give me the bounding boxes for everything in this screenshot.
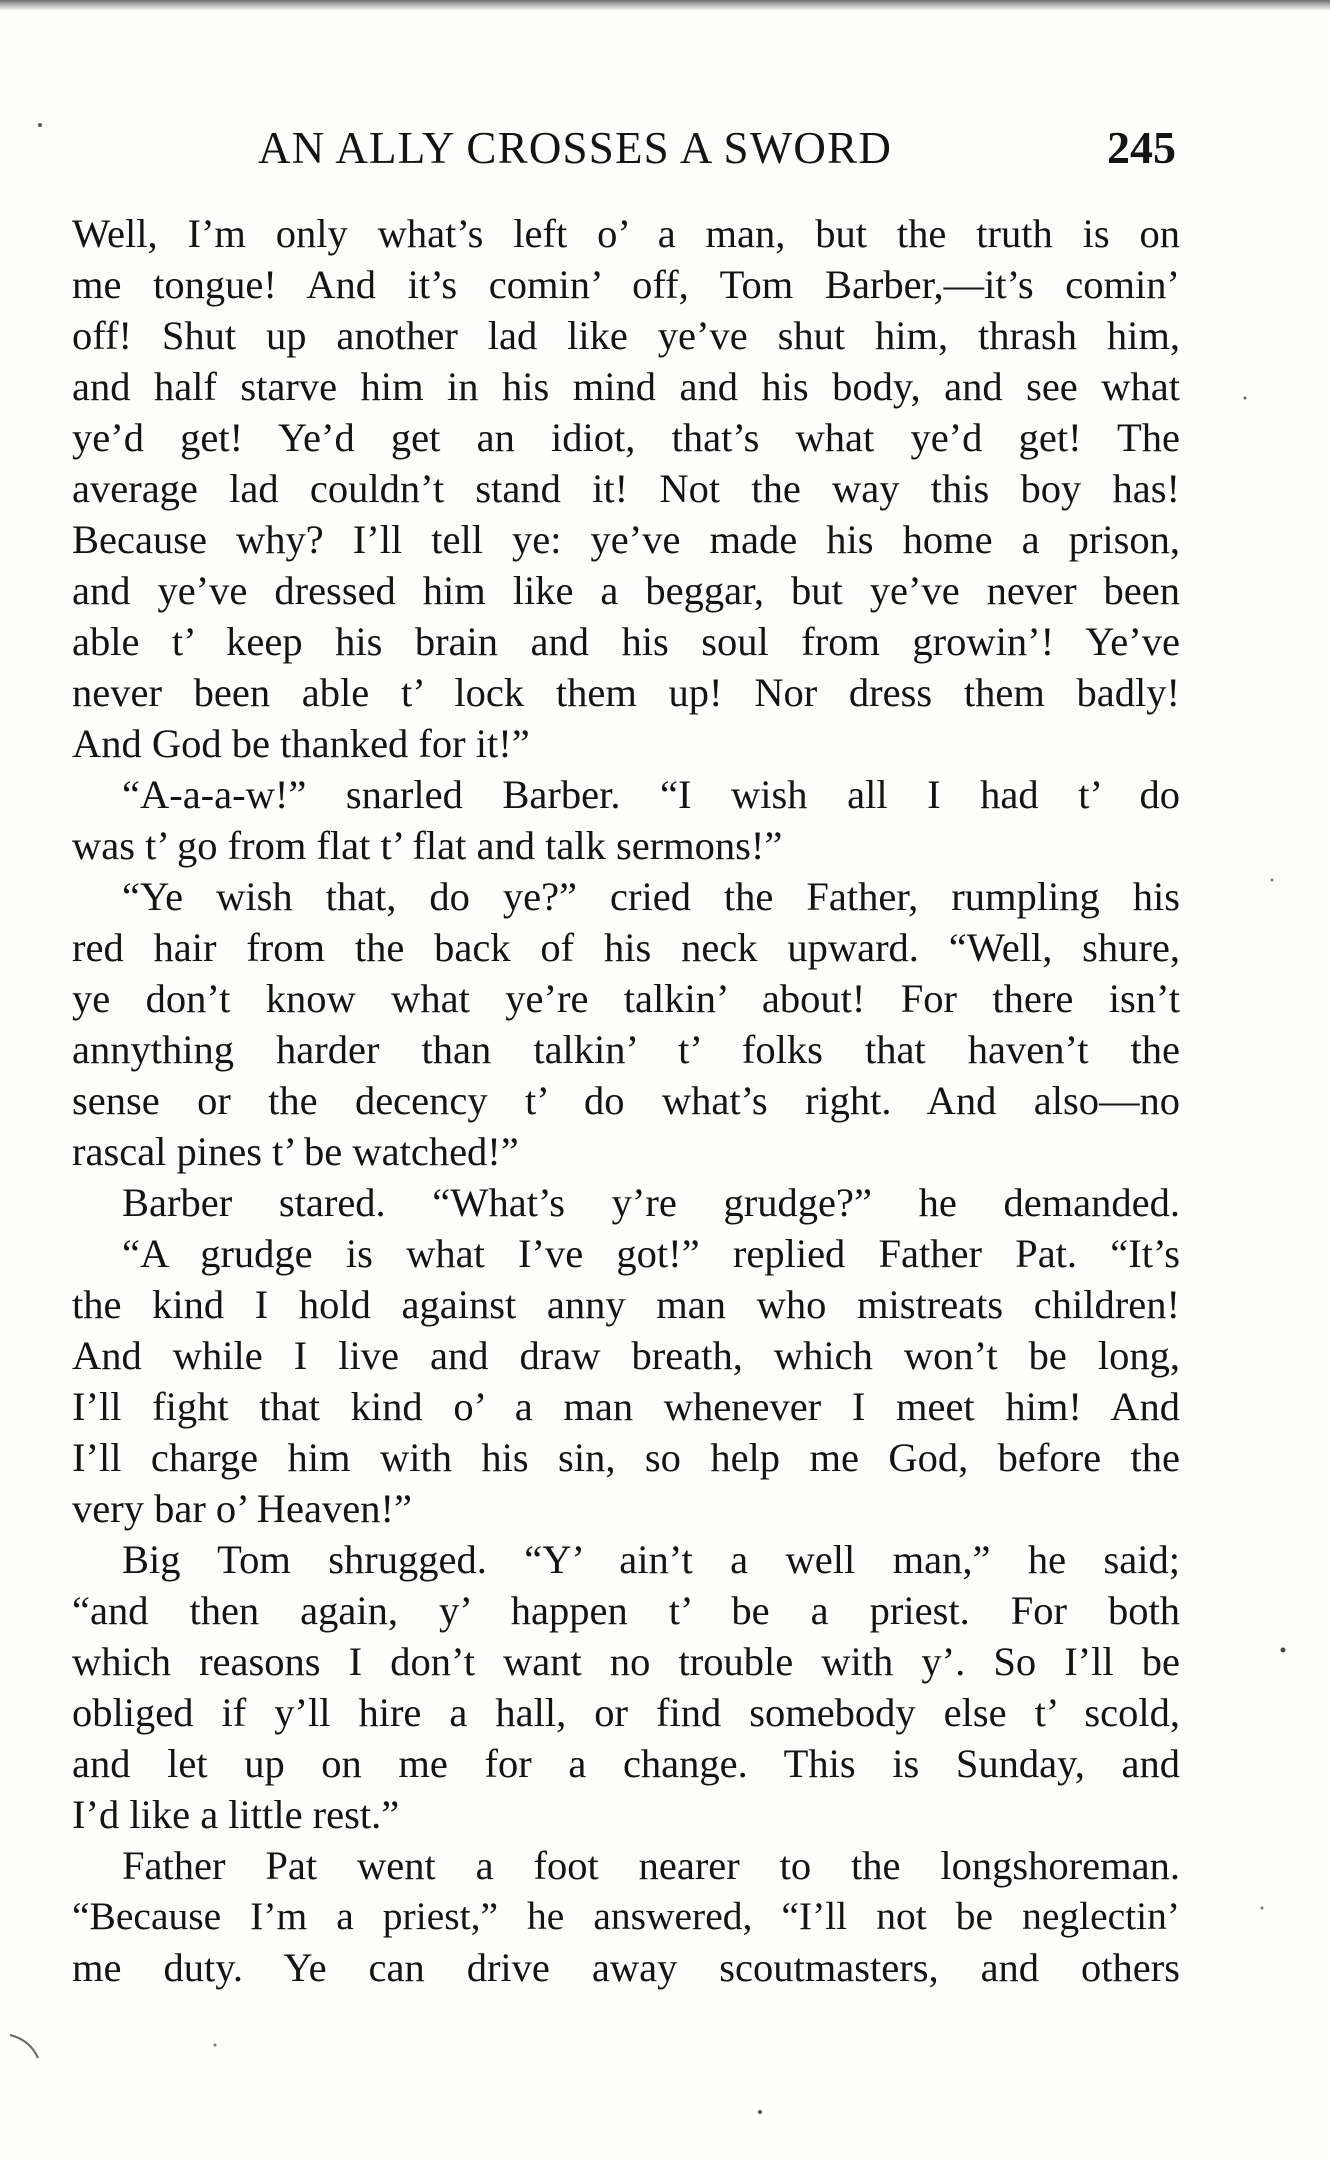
text-line: which reasons I don’t want no trouble with y’. So I’ll be	[72, 1639, 1180, 1684]
text-line: me tongue! And it’s comin’ off, Tom Barber,—it’s comin’	[72, 262, 1180, 307]
text-line: Well, I’m only what’s left o’ a man, but the truth is on	[72, 211, 1180, 256]
text-line: I’d like a little rest.”	[72, 1792, 400, 1837]
text-line: was t’ go from flat t’ flat and talk sermons!”	[72, 823, 783, 868]
text-line: And while I live and draw breath, which won’t be long,	[72, 1333, 1180, 1378]
text-line: And God be thanked for it!”	[72, 721, 530, 766]
text-line: “Ye wish that, do ye?” cried the Father, rumpling his	[122, 874, 1180, 919]
body-text	[72, 208, 1180, 1993]
text-line: ye’d get! Ye’d get an idiot, that’s what ye’d get! The	[72, 415, 1180, 460]
text-line: rascal pines t’ be watched!”	[72, 1129, 519, 1174]
text-line: Father Pat went a foot nearer to the longshoreman.	[122, 1843, 1180, 1888]
text-line: “Because I’m a priest,” he answered, “I’ll not be neglectin’	[72, 1894, 1180, 1938]
text-line: ye don’t know what ye’re talkin’ about! For there isn’t	[72, 976, 1180, 1021]
text-line: and half starve him in his mind and his body, and see what	[72, 364, 1180, 409]
text-line: average lad couldn’t stand it! Not the way this boy has!	[72, 466, 1180, 511]
text-line: “and then again, y’ happen t’ be a priest. For both	[72, 1588, 1180, 1633]
text-line: sense or the decency t’ do what’s right. And also—no	[72, 1078, 1180, 1123]
text-line: and ye’ve dressed him like a beggar, but ye’ve never been	[72, 568, 1180, 613]
text-line: me duty. Ye can drive away scoutmasters, and others	[72, 1945, 1180, 1990]
running-head: AN ALLY CROSSES A SWORD	[258, 123, 893, 173]
page-header	[0, 120, 1330, 176]
scan-top-edge	[0, 0, 1330, 10]
text-line: able t’ keep his brain and his soul from growin’! Ye’ve	[72, 619, 1180, 664]
text-line: I’ll charge him with his sin, so help me God, before the	[72, 1435, 1180, 1480]
text-line: Big Tom shrugged. “Y’ ain’t a well man,” he said;	[122, 1537, 1180, 1582]
text-line: “A grudge is what I’ve got!” replied Father Pat. “It’s	[122, 1231, 1180, 1276]
text-line: Because why? I’ll tell ye: ye’ve made his home a prison,	[72, 517, 1180, 562]
text-line: obliged if y’ll hire a hall, or find somebody else t’ scold,	[72, 1690, 1180, 1735]
text-line: annything harder than talkin’ t’ folks that haven’t the	[72, 1027, 1180, 1072]
text-line: the kind I hold against anny man who mistreats children!	[72, 1282, 1180, 1327]
page-number: 245	[1107, 122, 1176, 173]
text-line: “A-a-a-w!” snarled Barber. “I wish all I had t’ do	[122, 772, 1180, 817]
text-line: red hair from the back of his neck upward. “Well, shure,	[72, 925, 1180, 970]
text-line: very bar o’ Heaven!”	[72, 1486, 412, 1531]
text-line: and let up on me for a change. This is Sunday, and	[72, 1741, 1180, 1786]
text-line: never been able t’ lock them up! Nor dress them badly!	[72, 670, 1180, 715]
text-line: Barber stared. “What’s y’re grudge?” he demanded.	[122, 1180, 1180, 1225]
text-line: I’ll fight that kind o’ a man whenever I meet him! And	[72, 1384, 1180, 1429]
text-line: off! Shut up another lad like ye’ve shut him, thrash him,	[72, 313, 1180, 358]
